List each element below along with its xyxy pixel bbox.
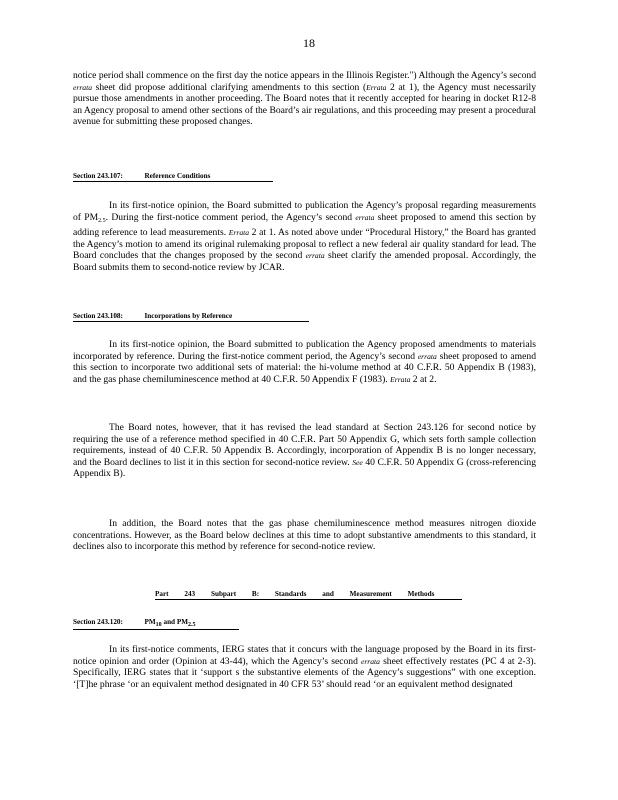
text-run: sheet effectively restates (PC 4 at 2-3). Specifically, IERG states that it ‘support s the substantive elements of the Agency’s suggestions” with one exception. ‘[T]he phrase ‘or an equivalent method designated in 40 CFR 53’ should read ‘or an equivalent method designated <box>73 655 536 690</box>
section-number: Section 243.108: <box>73 312 123 320</box>
italic-term: See <box>352 457 363 467</box>
heading-underline <box>73 629 239 630</box>
section-number: Section 243.120: <box>73 618 123 626</box>
page-number: 18 <box>303 36 315 50</box>
italic-term: errata <box>305 251 325 261</box>
text-run: In its first-notice comments, IERG states that it concurs with the language proposed by the Board in its first-notice opinion and order (Opinion at 43-44), which the Agency’s second <box>73 644 536 667</box>
section-heading-243-108 <box>73 312 232 320</box>
text-run: sheet clarify the amended proposal. Accordingly, the Board submits them to second-notice review by JCAR. <box>73 250 536 273</box>
text-run: . During the first-notice comment period, the Agency’s second <box>105 211 356 223</box>
italic-term: Errata <box>228 228 250 238</box>
heading-underline <box>73 181 273 182</box>
section-title: PM <box>144 618 156 626</box>
text-run: sheet proposed to amend this section to incorporate two additional sets of material: the hi-volume method at 40 C.F.R. 50 Appendix B (1983), and the gas phase chemiluminescence method at 40 C.F.R. 50 Appendix F (1983). <box>73 350 536 385</box>
italic-term: Errata <box>366 82 387 92</box>
subscript: 10 <box>155 622 162 628</box>
text-run: 2 at 2. <box>410 373 437 385</box>
text-run: 40 C.F.R. 50 Appendix G (cross-referencing Appendix B). <box>73 456 536 480</box>
section-heading-243-107 <box>73 172 210 180</box>
section-number: Section 243.107: <box>73 172 123 180</box>
text-run: sheet did propose additional clarifying amendments to this section ( <box>91 81 367 93</box>
heading-underline <box>155 599 462 600</box>
italic-term: errata <box>355 212 375 222</box>
part-heading-243-subpart-b <box>155 590 434 598</box>
text-run: 2 at 1. As noted above under “Procedural History,” the Board has granted the Agency’s motion to amend its original rulemaking proposal to reflect a new federal air quality standard for lead. The Board concludes that the changes proposed by the second <box>73 227 536 262</box>
paragraph-lead-standard <box>73 422 536 480</box>
paragraph-reference-conditions <box>73 200 536 274</box>
italic-term: errata <box>360 656 380 666</box>
paragraph-gas-phase <box>73 518 536 553</box>
subscript: 2.5 <box>188 622 196 628</box>
heading-underline <box>73 321 309 322</box>
text-run: The Board notes, however, that it has revised the lead standard at Section 243.126 for second notice by requiring the use of a reference method specified in 40 C.F.R. Part 50 Appendix G, which sets forth sample collection requirements, instead of 40 C.F.R. 50 Appendix B. Accordingly, incorporation of Appendix B is no longer necessary, and the Board declines to list it in this section for second-notice review. <box>73 422 536 468</box>
italic-term: Errata <box>390 374 411 384</box>
section-title: and PM <box>161 618 189 626</box>
part-title: Part 243 Subpart B: Standards and Measurement Methods <box>155 590 435 598</box>
section-title: Incorporations by Reference <box>144 312 233 320</box>
section-title: Reference Conditions <box>144 172 211 180</box>
italic-term: errata <box>417 351 437 361</box>
text-run: In addition, the Board notes that the gas phase chemiluminescence method measures nitrogen dioxide concentrations. However, as the Board below declines at this time to adopt substantive amendments to this standard, it declines also to incorporate this method by reference for second-notice review. <box>73 518 536 553</box>
paragraph-incorporations <box>73 339 536 385</box>
text-run: 2 at 1), the Agency must necessarily pursue those amendments in another proceeding. The Board notes that it recently accepted for hearing in docket R12-8 an Agency proposal to amend other sections of the Board’s air regulations, and this proceeding may present a procedural avenue for submitting these proposed changes. <box>73 81 536 128</box>
text-run: In its first-notice opinion, the Board submitted to publication the Agency proposed amendments to materials incorporated by reference. During the first-notice comment period, the Agency’s second <box>73 339 536 362</box>
text-run: sheet proposed to amend this section by adding reference to lead measurements. <box>73 211 536 239</box>
text-run: In its first-notice opinion, the Board submitted to publication the Agency’s proposal regarding measurements of PM <box>73 200 536 223</box>
text-run: notice period shall commence on the first day the notice appears in the Illinois Register.") Although the Agency’s second <box>73 70 536 81</box>
paragraph-notice-period <box>73 70 536 128</box>
paragraph-ierg-comments <box>73 644 536 690</box>
section-heading-243-120 <box>73 618 196 628</box>
italic-term: errata <box>73 82 92 92</box>
subscript: 2.5 <box>98 217 106 224</box>
